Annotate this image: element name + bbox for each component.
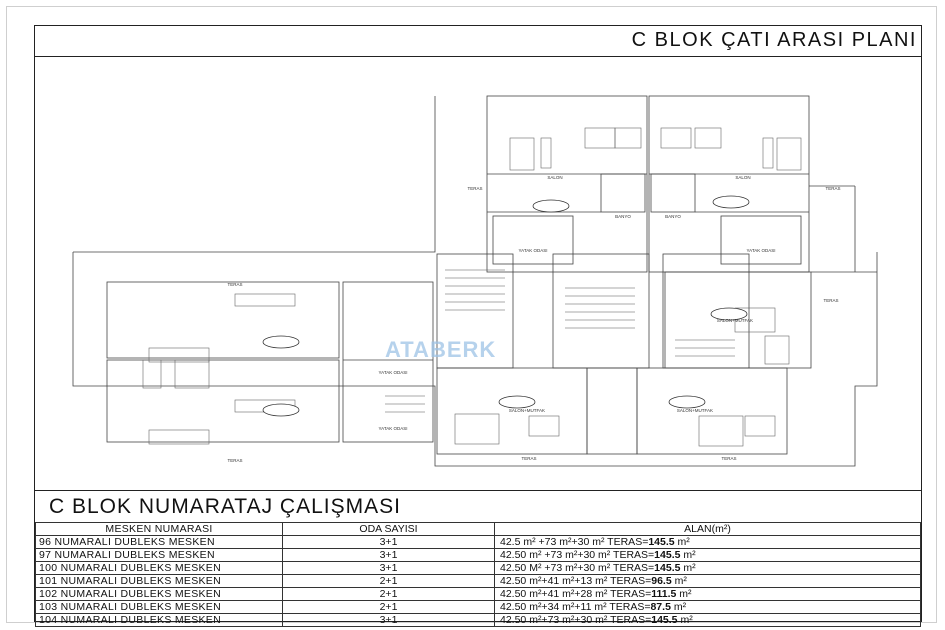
dwelling-number-cell: 101 NUMARALI DUBLEKS MESKEN — [36, 575, 283, 588]
area-cell — [495, 601, 921, 614]
table-row — [36, 549, 921, 562]
area-total: 96.5 — [651, 574, 672, 587]
numbering-table — [35, 522, 921, 627]
area-total: 145.5 — [654, 548, 681, 561]
plan-title: C BLOK ÇATI ARASI PLANI — [631, 29, 917, 51]
room-label: TERAS — [227, 282, 243, 287]
room-label: SALON+MUTFAK — [676, 408, 714, 413]
room-label: BANYO — [615, 214, 631, 219]
area-cell — [495, 549, 921, 562]
area-total: 145.5 — [648, 535, 675, 548]
area-breakdown: 42.50 m²+41 m²+28 m² TERAS= — [500, 587, 652, 600]
room-label: TERAS — [721, 456, 737, 461]
unit-bottom-2 — [587, 368, 637, 454]
room-label: TERAS — [467, 186, 483, 191]
title-bar — [35, 26, 921, 57]
area-breakdown: 42.5 m² +73 m²+30 m² TERAS= — [500, 535, 649, 548]
room-label: TERAS — [825, 186, 841, 191]
numbering-section — [35, 490, 921, 626]
unit-left-upper — [107, 282, 339, 358]
room-label: TERAS — [521, 456, 537, 461]
area-unit: m² — [680, 561, 696, 574]
area-total: 87.5 — [650, 600, 671, 613]
area-cell — [495, 588, 921, 601]
dwelling-number-cell: 96 NUMARALI DUBLEKS MESKEN — [36, 536, 283, 549]
room-label: TERAS — [227, 458, 243, 463]
room-label: YATAK ODASI — [378, 370, 408, 375]
room-label: YATAK ODASI — [518, 248, 548, 253]
floor-plan-drawing — [35, 56, 921, 490]
dwelling-number-cell: 97 NUMARALI DUBLEKS MESKEN — [36, 549, 283, 562]
watermark-logo: ATABERK — [385, 337, 497, 362]
room-count-cell: 2+1 — [283, 601, 495, 614]
dwelling-number-cell: 102 NUMARALI DUBLEKS MESKEN — [36, 588, 283, 601]
area-total: 111.5 — [651, 587, 677, 600]
dwelling-number-cell: 103 NUMARALI DUBLEKS MESKEN — [36, 601, 283, 614]
unit-left-lower — [107, 360, 339, 442]
room-count-cell: 3+1 — [283, 549, 495, 562]
table-row — [36, 562, 921, 575]
dwelling-number-cell: 100 NUMARALI DUBLEKS MESKEN — [36, 562, 283, 575]
room-label: SALON — [735, 175, 751, 180]
room-label: SALON+MUTFAK — [716, 318, 754, 323]
room-count-cell: 2+1 — [283, 588, 495, 601]
area-cell — [495, 536, 921, 549]
numbering-title: C BLOK NUMARATAJ ÇALIŞMASI — [49, 495, 401, 518]
room-label: SALON+MUTFAK — [508, 408, 546, 413]
area-unit: m² — [676, 587, 692, 600]
area-cell — [495, 575, 921, 588]
area-cell — [495, 614, 921, 627]
area-breakdown: 42.50 m² +73 m²+30 m² TERAS= — [500, 548, 655, 561]
room-count-cell: 3+1 — [283, 562, 495, 575]
table-row — [36, 588, 921, 601]
area-breakdown: 42.50 m²+34 m²+11 m² TERAS= — [500, 600, 651, 613]
area-unit: m² — [677, 613, 693, 626]
room-label: TERAS — [823, 298, 839, 303]
table-row — [36, 536, 921, 549]
room-label: YATAK ODASI — [746, 248, 776, 253]
table-row — [36, 575, 921, 588]
table-row — [36, 601, 921, 614]
terrace-outline-top — [73, 96, 435, 252]
room-count-cell: 3+1 — [283, 614, 495, 627]
room-label: SALON — [547, 175, 563, 180]
drawing-sheet — [6, 6, 937, 626]
area-unit: m² — [670, 600, 687, 613]
table-header-row — [36, 523, 921, 536]
unit-top-left — [487, 96, 647, 272]
area-total: 145.5 — [654, 561, 681, 574]
stair-core-right — [553, 254, 649, 368]
room-count-cell: 3+1 — [283, 536, 495, 549]
room-label: YATAK ODASI — [378, 426, 408, 431]
room-label: BANYO — [665, 214, 681, 219]
column-header: ODA SAYISI — [283, 523, 495, 536]
floor-plan — [35, 56, 921, 490]
area-unit: m² — [680, 548, 696, 561]
drawing-frame — [34, 25, 922, 626]
room-count-cell: 2+1 — [283, 575, 495, 588]
area-unit: m² — [671, 574, 687, 587]
area-breakdown: 42.50 m²+41 m²+13 m² TERAS= — [500, 574, 652, 587]
area-breakdown: 42.50 m²+73 m²+30 m² TERAS= — [500, 613, 652, 626]
unit-top-right — [649, 96, 809, 272]
area-breakdown: 42.50 M² +73 m²+30 m² TERAS= — [500, 561, 655, 574]
column-header: MESKEN NUMARASI — [36, 523, 283, 536]
dwelling-number-cell: 104 NUMARALI DUBLEKS MESKEN — [36, 614, 283, 627]
column-header: ALAN(m²) — [495, 523, 921, 536]
area-total: 145.5 — [651, 613, 678, 626]
area-unit: m² — [674, 535, 690, 548]
area-cell — [495, 562, 921, 575]
table-row — [36, 614, 921, 627]
